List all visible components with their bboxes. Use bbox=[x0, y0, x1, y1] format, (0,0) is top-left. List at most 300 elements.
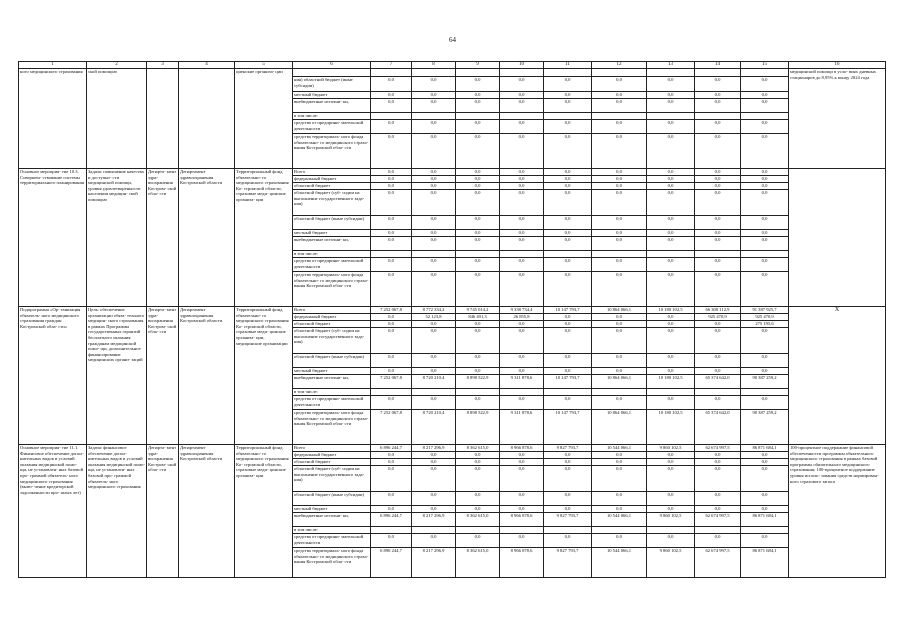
value-cell: 6 896 244,7 bbox=[371, 548, 412, 578]
value-cell: 0,0 bbox=[695, 237, 741, 251]
value-cell: 0,0 bbox=[544, 314, 592, 321]
value-cell: 0,0 bbox=[412, 230, 456, 237]
value-cell: 0,0 bbox=[412, 272, 456, 307]
row-label: внебюджетные источни- ки, bbox=[293, 237, 371, 251]
column-number: 5 bbox=[235, 62, 293, 69]
value-cell: 0,0 bbox=[695, 120, 741, 134]
value-cell: 0,0 bbox=[741, 183, 789, 190]
value-cell: 0,0 bbox=[412, 506, 456, 513]
value-cell: 0,0 bbox=[647, 190, 695, 216]
cell-col-16: 100-процентное поддержание финансовой обеспеченности программы обязательного медицинского страхования в рамках базовой программы обязательного медицинского страхования; 100-процентное поддержание уровня исполь- зования средств нормирован- ного страхового запаса bbox=[789, 445, 886, 578]
row-label: местный бюджет bbox=[293, 92, 371, 99]
value-cell: 65 374 642,0 bbox=[695, 410, 741, 445]
value-cell: 0,0 bbox=[544, 492, 592, 506]
row-label: в том числе: bbox=[293, 527, 371, 534]
value-cell: 0,0 bbox=[371, 258, 412, 272]
column-number: 11 bbox=[544, 62, 592, 69]
value-cell: 7 252 067,8 bbox=[371, 375, 412, 389]
value-cell: 0,0 bbox=[371, 328, 412, 354]
cell-col-3: Департа- мент здра- воохранения Костром- ской обла- сти bbox=[147, 307, 179, 445]
value-cell: 86 871 684,1 bbox=[741, 548, 789, 578]
value-cell: 0,0 bbox=[695, 354, 741, 368]
row-label: областной бюджет bbox=[293, 183, 371, 190]
cell-col-2: Цель: обеспечение организации обяза- тельного медицин- ского страхования в рамках Программы государственных гарантий бесплатного оказания гражданам медицинской помо- щи, дополнительное финансирование медицинских органи- заций bbox=[87, 307, 147, 445]
value-cell: 0,0 bbox=[412, 534, 456, 548]
value-cell: 0,0 bbox=[647, 321, 695, 328]
value-cell: 0,0 bbox=[544, 230, 592, 237]
value-cell: 0,0 bbox=[647, 134, 695, 169]
value-cell: 0,0 bbox=[592, 230, 647, 237]
value-cell: 0,0 bbox=[412, 169, 456, 176]
value-cell: 0,0 bbox=[741, 452, 789, 459]
value-cell: 0,0 bbox=[412, 466, 456, 492]
column-number: 14 bbox=[695, 62, 741, 69]
value-cell: 6 896 244,7 bbox=[371, 445, 412, 452]
value-cell: 8 217 296,9 bbox=[412, 548, 456, 578]
value-cell: 91 387 925,7 bbox=[741, 307, 789, 314]
row-label: областной бюджет bbox=[293, 321, 371, 328]
value-cell: 0,0 bbox=[741, 230, 789, 237]
value-cell: 0,0 bbox=[500, 92, 544, 99]
value-cell: 0,0 bbox=[500, 534, 544, 548]
value-cell: 0,0 bbox=[371, 183, 412, 190]
value-cell: 8 362 615,0 bbox=[456, 548, 500, 578]
value-cell: 0,0 bbox=[741, 396, 789, 410]
value-cell: 0,0 bbox=[592, 169, 647, 176]
value-cell: 9 827 793,7 bbox=[544, 513, 592, 527]
value-cell bbox=[371, 389, 412, 396]
row-label: средства территориаль- ного фонда обязательно- го медицинского страхо- вания Костромской обла- сти bbox=[293, 134, 371, 169]
value-cell: 0,0 bbox=[592, 77, 647, 92]
value-cell: 0,0 bbox=[741, 459, 789, 466]
value-cell: 0,0 bbox=[695, 328, 741, 354]
column-number-row bbox=[19, 62, 886, 69]
cell-col-16 bbox=[789, 169, 886, 307]
cell-col-16: X bbox=[789, 307, 886, 445]
value-cell: 0,0 bbox=[412, 492, 456, 506]
value-cell: 0,0 bbox=[544, 99, 592, 113]
value-cell: 0,0 bbox=[741, 237, 789, 251]
value-cell: 0,0 bbox=[592, 492, 647, 506]
budget-table bbox=[18, 61, 886, 578]
value-cell: 0,0 bbox=[412, 237, 456, 251]
value-cell: 0,0 bbox=[647, 396, 695, 410]
value-cell: 0,0 bbox=[695, 258, 741, 272]
value-cell: 925 470,9 bbox=[741, 314, 789, 321]
value-cell: 0,0 bbox=[592, 452, 647, 459]
value-cell: 0,0 bbox=[412, 459, 456, 466]
value-cell: 86 871 684,1 bbox=[741, 445, 789, 452]
value-cell: 0,0 bbox=[544, 272, 592, 307]
value-cell: 0,0 bbox=[412, 396, 456, 410]
cell-col-4: Департамент здравоохранения Костромской области bbox=[179, 445, 235, 578]
value-cell bbox=[592, 113, 647, 120]
value-cell: 0,0 bbox=[371, 216, 412, 230]
row-label: областной бюджет bbox=[293, 459, 371, 466]
value-cell: 0,0 bbox=[592, 396, 647, 410]
value-cell: 0,0 bbox=[695, 169, 741, 176]
value-cell bbox=[544, 389, 592, 396]
value-cell: 0,0 bbox=[544, 120, 592, 134]
value-cell: 0,0 bbox=[500, 237, 544, 251]
value-cell: 0,0 bbox=[647, 237, 695, 251]
value-cell: 0,0 bbox=[592, 314, 647, 321]
value-cell bbox=[412, 69, 456, 77]
value-cell: 0,0 bbox=[412, 216, 456, 230]
value-cell: 0,0 bbox=[695, 272, 741, 307]
value-cell bbox=[544, 527, 592, 534]
value-cell: 0,0 bbox=[544, 77, 592, 92]
value-cell bbox=[544, 69, 592, 77]
value-cell: 26 855,8 bbox=[500, 314, 544, 321]
value-cell: 0,0 bbox=[456, 459, 500, 466]
value-cell: 0,0 bbox=[592, 176, 647, 183]
value-cell: 0,0 bbox=[456, 258, 500, 272]
value-cell: 0,0 bbox=[695, 368, 741, 375]
value-cell: 0,0 bbox=[647, 216, 695, 230]
value-cell: 0,0 bbox=[592, 134, 647, 169]
value-cell: 0,0 bbox=[592, 328, 647, 354]
row-label: местный бюджет bbox=[293, 506, 371, 513]
value-cell: 0,0 bbox=[544, 354, 592, 368]
value-cell: 275 195,6 bbox=[741, 321, 789, 328]
value-cell: 0,0 bbox=[544, 534, 592, 548]
row-label: средства от предприни- мательской деятельности bbox=[293, 120, 371, 134]
value-cell: 0,0 bbox=[500, 99, 544, 113]
value-cell: 10 864 066,1 bbox=[592, 307, 647, 314]
value-cell: 0,0 bbox=[695, 77, 741, 92]
value-cell: 0,0 bbox=[647, 183, 695, 190]
row-label: средства от предприни- мательской деятельности bbox=[293, 534, 371, 548]
value-cell: 0,0 bbox=[592, 120, 647, 134]
column-number: 6 bbox=[293, 62, 371, 69]
row-label: средства территориаль- ного фонда обязательно- го медицинского страхо- вания Костромской обла- сти bbox=[293, 272, 371, 307]
value-cell bbox=[500, 389, 544, 396]
value-cell: 0,0 bbox=[500, 321, 544, 328]
value-cell: 0,0 bbox=[456, 190, 500, 216]
value-cell: 0,0 bbox=[592, 99, 647, 113]
value-cell: 0,0 bbox=[500, 506, 544, 513]
value-cell: 0,0 bbox=[371, 169, 412, 176]
value-cell bbox=[456, 113, 500, 120]
value-cell: 8 720 210,4 bbox=[412, 410, 456, 445]
table-row bbox=[19, 69, 886, 77]
cell-col-1: Основное мероприя- тие 10.3. Совершен- ствование системы территориального планирования bbox=[19, 169, 87, 307]
value-cell: 0,0 bbox=[412, 321, 456, 328]
value-cell: 846 491,3 bbox=[456, 314, 500, 321]
value-cell: 0,0 bbox=[371, 77, 412, 92]
value-cell bbox=[412, 113, 456, 120]
value-cell: 9 827 793,7 bbox=[544, 548, 592, 578]
value-cell: 0,0 bbox=[456, 237, 500, 251]
value-cell: 0,0 bbox=[592, 237, 647, 251]
value-cell: 0,0 bbox=[500, 169, 544, 176]
value-cell bbox=[592, 389, 647, 396]
value-cell: 0,0 bbox=[371, 368, 412, 375]
value-cell: 90 387 259,2 bbox=[741, 375, 789, 389]
value-cell: 0,0 bbox=[500, 230, 544, 237]
value-cell: 0,0 bbox=[544, 169, 592, 176]
value-cell: 0,0 bbox=[741, 466, 789, 492]
value-cell: 7 252 067,8 bbox=[371, 307, 412, 314]
value-cell bbox=[544, 113, 592, 120]
row-label: федеральный бюджет bbox=[293, 176, 371, 183]
value-cell: 0,0 bbox=[592, 354, 647, 368]
value-cell: 0,0 bbox=[544, 396, 592, 410]
value-cell: 0,0 bbox=[741, 99, 789, 113]
value-cell: 0,0 bbox=[456, 216, 500, 230]
value-cell: 0,0 bbox=[695, 492, 741, 506]
value-cell bbox=[741, 113, 789, 120]
value-cell: 0,0 bbox=[647, 534, 695, 548]
value-cell: 0,0 bbox=[695, 466, 741, 492]
value-cell: 0,0 bbox=[741, 134, 789, 169]
value-cell: 0,0 bbox=[500, 134, 544, 169]
value-cell: 0,0 bbox=[371, 190, 412, 216]
value-cell bbox=[695, 113, 741, 120]
value-cell bbox=[695, 527, 741, 534]
value-cell: 0,0 bbox=[412, 77, 456, 92]
value-cell: 62 674 997,5 bbox=[695, 445, 741, 452]
value-cell: 0,0 bbox=[592, 216, 647, 230]
value-cell: 62 674 997,5 bbox=[695, 513, 741, 527]
value-cell: 0,0 bbox=[544, 183, 592, 190]
value-cell: 0,0 bbox=[456, 534, 500, 548]
value-cell: 0,0 bbox=[456, 396, 500, 410]
value-cell bbox=[695, 251, 741, 258]
value-cell: 0,0 bbox=[412, 452, 456, 459]
row-label: Всего bbox=[293, 307, 371, 314]
value-cell: 0,0 bbox=[456, 272, 500, 307]
value-cell: 8 966 878,6 bbox=[500, 445, 544, 452]
value-cell: 0,0 bbox=[456, 77, 500, 92]
value-cell bbox=[371, 527, 412, 534]
value-cell: 0,0 bbox=[741, 328, 789, 354]
value-cell: 0,0 bbox=[371, 506, 412, 513]
value-cell bbox=[592, 527, 647, 534]
value-cell: 10 180 102,5 bbox=[647, 375, 695, 389]
value-cell: 0,0 bbox=[592, 258, 647, 272]
value-cell: 8 720 210,4 bbox=[412, 375, 456, 389]
value-cell: 0,0 bbox=[741, 368, 789, 375]
value-cell: 0,0 bbox=[695, 190, 741, 216]
value-cell: 0,0 bbox=[592, 321, 647, 328]
value-cell: 10 544 066,1 bbox=[592, 513, 647, 527]
cell-col-5: Территориальный фонд обязательно- го медицинского страхования Ко- стромской области, страховые меди- цинские организа- ции, медицинские организации bbox=[235, 307, 293, 445]
value-cell: 0,0 bbox=[371, 272, 412, 307]
row-label: областной бюджет (суб- сидии на выполнение государственного зада- ния) bbox=[293, 466, 371, 492]
value-cell: 0,0 bbox=[544, 92, 592, 99]
value-cell: 0,0 bbox=[544, 452, 592, 459]
value-cell bbox=[592, 251, 647, 258]
value-cell: 0,0 bbox=[647, 459, 695, 466]
value-cell: 0,0 bbox=[592, 190, 647, 216]
value-cell: 0,0 bbox=[412, 92, 456, 99]
value-cell: 0,0 bbox=[371, 452, 412, 459]
value-cell: 10 147 793,7 bbox=[544, 410, 592, 445]
cell-col-2: Задача: повышение качества и доступно- сти медицинской помощи, уровня удовлетворенности населения медицин- ской помощью bbox=[87, 169, 147, 307]
value-cell: 0,0 bbox=[412, 368, 456, 375]
value-cell bbox=[371, 251, 412, 258]
value-cell: 0,0 bbox=[500, 183, 544, 190]
value-cell: 0,0 bbox=[544, 328, 592, 354]
value-cell: 0,0 bbox=[695, 506, 741, 513]
value-cell: 0,0 bbox=[371, 459, 412, 466]
value-cell: 8 217 296,9 bbox=[412, 445, 456, 452]
value-cell: 0,0 bbox=[500, 216, 544, 230]
value-cell: 0,0 bbox=[456, 368, 500, 375]
table-body bbox=[19, 69, 886, 578]
column-number: 1 bbox=[19, 62, 87, 69]
value-cell: 0,0 bbox=[695, 134, 741, 169]
value-cell: 0,0 bbox=[371, 99, 412, 113]
value-cell: 0,0 bbox=[592, 466, 647, 492]
value-cell: 0,0 bbox=[544, 459, 592, 466]
value-cell: 0,0 bbox=[371, 321, 412, 328]
value-cell: 10 180 102,5 bbox=[647, 307, 695, 314]
column-number: 2 bbox=[87, 62, 147, 69]
value-cell: 0,0 bbox=[741, 216, 789, 230]
value-cell: 0,0 bbox=[500, 328, 544, 354]
value-cell: 0,0 bbox=[695, 452, 741, 459]
value-cell: 0,0 bbox=[647, 368, 695, 375]
value-cell: 0,0 bbox=[456, 120, 500, 134]
value-cell: 0,0 bbox=[371, 466, 412, 492]
column-number: 3 bbox=[147, 62, 179, 69]
value-cell: 10 147 793,7 bbox=[544, 307, 592, 314]
cell-col-2: ской помощью bbox=[87, 69, 147, 169]
value-cell: 9 860 102,5 bbox=[647, 548, 695, 578]
value-cell: 10 147 793,7 bbox=[544, 375, 592, 389]
value-cell bbox=[647, 113, 695, 120]
value-cell: 9 745 014,2 bbox=[456, 307, 500, 314]
value-cell: 0,0 bbox=[500, 459, 544, 466]
row-label: областной бюджет (иные субсидии) bbox=[293, 216, 371, 230]
value-cell: 0,0 bbox=[647, 328, 695, 354]
value-cell: 0,0 bbox=[592, 183, 647, 190]
cell-col-1: ного медицинского страхования bbox=[19, 69, 87, 169]
value-cell: 0,0 bbox=[456, 183, 500, 190]
value-cell: 0,0 bbox=[371, 230, 412, 237]
value-cell: 65 374 642,0 bbox=[695, 375, 741, 389]
value-cell: 0,0 bbox=[456, 466, 500, 492]
value-cell: 0,0 bbox=[592, 534, 647, 548]
value-cell: 0,0 bbox=[500, 120, 544, 134]
value-cell: 0,0 bbox=[695, 183, 741, 190]
value-cell: 0,0 bbox=[592, 506, 647, 513]
value-cell: 0,0 bbox=[647, 506, 695, 513]
value-cell: 0,0 bbox=[371, 120, 412, 134]
value-cell: 0,0 bbox=[592, 459, 647, 466]
value-cell: 0,0 bbox=[647, 314, 695, 321]
value-cell: 0,0 bbox=[592, 92, 647, 99]
value-cell: 0,0 bbox=[412, 120, 456, 134]
value-cell: 0,0 bbox=[371, 92, 412, 99]
row-label: областной бюджет (суб- сидии на выполнение государственного зада- ния) bbox=[293, 190, 371, 216]
value-cell bbox=[695, 69, 741, 77]
value-cell: 8 898 522,9 bbox=[456, 410, 500, 445]
value-cell: 0,0 bbox=[741, 258, 789, 272]
value-cell: 0,0 bbox=[456, 230, 500, 237]
row-label: средства территориаль- ного фонда обязательно- го медицинского страхо- вания Костромской обла- сти bbox=[293, 410, 371, 445]
column-number: 13 bbox=[647, 62, 695, 69]
value-cell: 0,0 bbox=[412, 134, 456, 169]
value-cell bbox=[647, 527, 695, 534]
value-cell: 0,0 bbox=[741, 190, 789, 216]
value-cell: 0,0 bbox=[456, 452, 500, 459]
row-label: Всего bbox=[293, 169, 371, 176]
row-label: в том числе: bbox=[293, 113, 371, 120]
value-cell: 0,0 bbox=[456, 492, 500, 506]
value-cell bbox=[371, 69, 412, 77]
row-label: местный бюджет bbox=[293, 368, 371, 375]
value-cell bbox=[371, 113, 412, 120]
value-cell: 0,0 bbox=[456, 506, 500, 513]
value-cell: 0,0 bbox=[741, 77, 789, 92]
row-label: местный бюджет bbox=[293, 230, 371, 237]
value-cell: 0,0 bbox=[695, 396, 741, 410]
value-cell: 0,0 bbox=[695, 459, 741, 466]
value-cell: 9 860 102,5 bbox=[647, 513, 695, 527]
value-cell: 0,0 bbox=[500, 176, 544, 183]
row-label: средства территориаль- ного фонда обязательно- го медицинского страхо- вания Костромской обла- сти bbox=[293, 548, 371, 578]
value-cell: 0,0 bbox=[412, 99, 456, 113]
value-cell: 9 860 102,5 bbox=[647, 445, 695, 452]
value-cell: 8 966 878,6 bbox=[500, 513, 544, 527]
row-label: в том числе: bbox=[293, 251, 371, 258]
value-cell bbox=[500, 527, 544, 534]
cell-col-3 bbox=[147, 69, 179, 169]
value-cell: 0,0 bbox=[371, 176, 412, 183]
value-cell bbox=[647, 69, 695, 77]
value-cell: 0,0 bbox=[647, 258, 695, 272]
row-label: средства от предприни- мательской деятельности bbox=[293, 396, 371, 410]
value-cell: 8 362 615,0 bbox=[456, 513, 500, 527]
value-cell: 0,0 bbox=[500, 190, 544, 216]
column-number: 16 bbox=[789, 62, 886, 69]
value-cell: 0,0 bbox=[647, 169, 695, 176]
cell-col-4: Департамент здравоохранения Костромской области bbox=[179, 307, 235, 445]
value-cell bbox=[741, 251, 789, 258]
value-cell bbox=[456, 527, 500, 534]
value-cell: 0,0 bbox=[695, 321, 741, 328]
value-cell: 0,0 bbox=[647, 466, 695, 492]
value-cell bbox=[456, 251, 500, 258]
value-cell bbox=[500, 113, 544, 120]
value-cell: 0,0 bbox=[741, 120, 789, 134]
cell-col-2: Задача: финансовое обеспечение допол- нительных видов и условий оказания медицинской помо- щи, не установлен- ных базовой про- граммой обязатель- ного медицинского страхования bbox=[87, 445, 147, 578]
table-row bbox=[19, 169, 886, 176]
cell-col-5: циенские организа- ции bbox=[235, 69, 293, 169]
value-cell: 0,0 bbox=[741, 492, 789, 506]
row-label: федеральный бюджет bbox=[293, 314, 371, 321]
value-cell: 6 896 244,7 bbox=[371, 513, 412, 527]
value-cell: 0,0 bbox=[592, 368, 647, 375]
cell-col-3: Департа- мент здра- воохранения Костром- ской обла- сти bbox=[147, 169, 179, 307]
value-cell: 86 871 684,1 bbox=[741, 513, 789, 527]
value-cell: 0,0 bbox=[412, 258, 456, 272]
cell-col-5: Территориальный фонд обязательно- го медицинского страхования Ко- стромской области, страховые меди- цинские организа- ции bbox=[235, 169, 293, 307]
value-cell: 0,0 bbox=[741, 176, 789, 183]
cell-col-3: Департа- мент здра- воохранения Костром- ской обла- сти bbox=[147, 445, 179, 578]
value-cell: 0,0 bbox=[371, 354, 412, 368]
value-cell: 0,0 bbox=[412, 354, 456, 368]
value-cell bbox=[647, 251, 695, 258]
value-cell: 0,0 bbox=[544, 368, 592, 375]
value-cell: 0,0 bbox=[371, 396, 412, 410]
value-cell: 0,0 bbox=[695, 216, 741, 230]
value-cell bbox=[695, 389, 741, 396]
